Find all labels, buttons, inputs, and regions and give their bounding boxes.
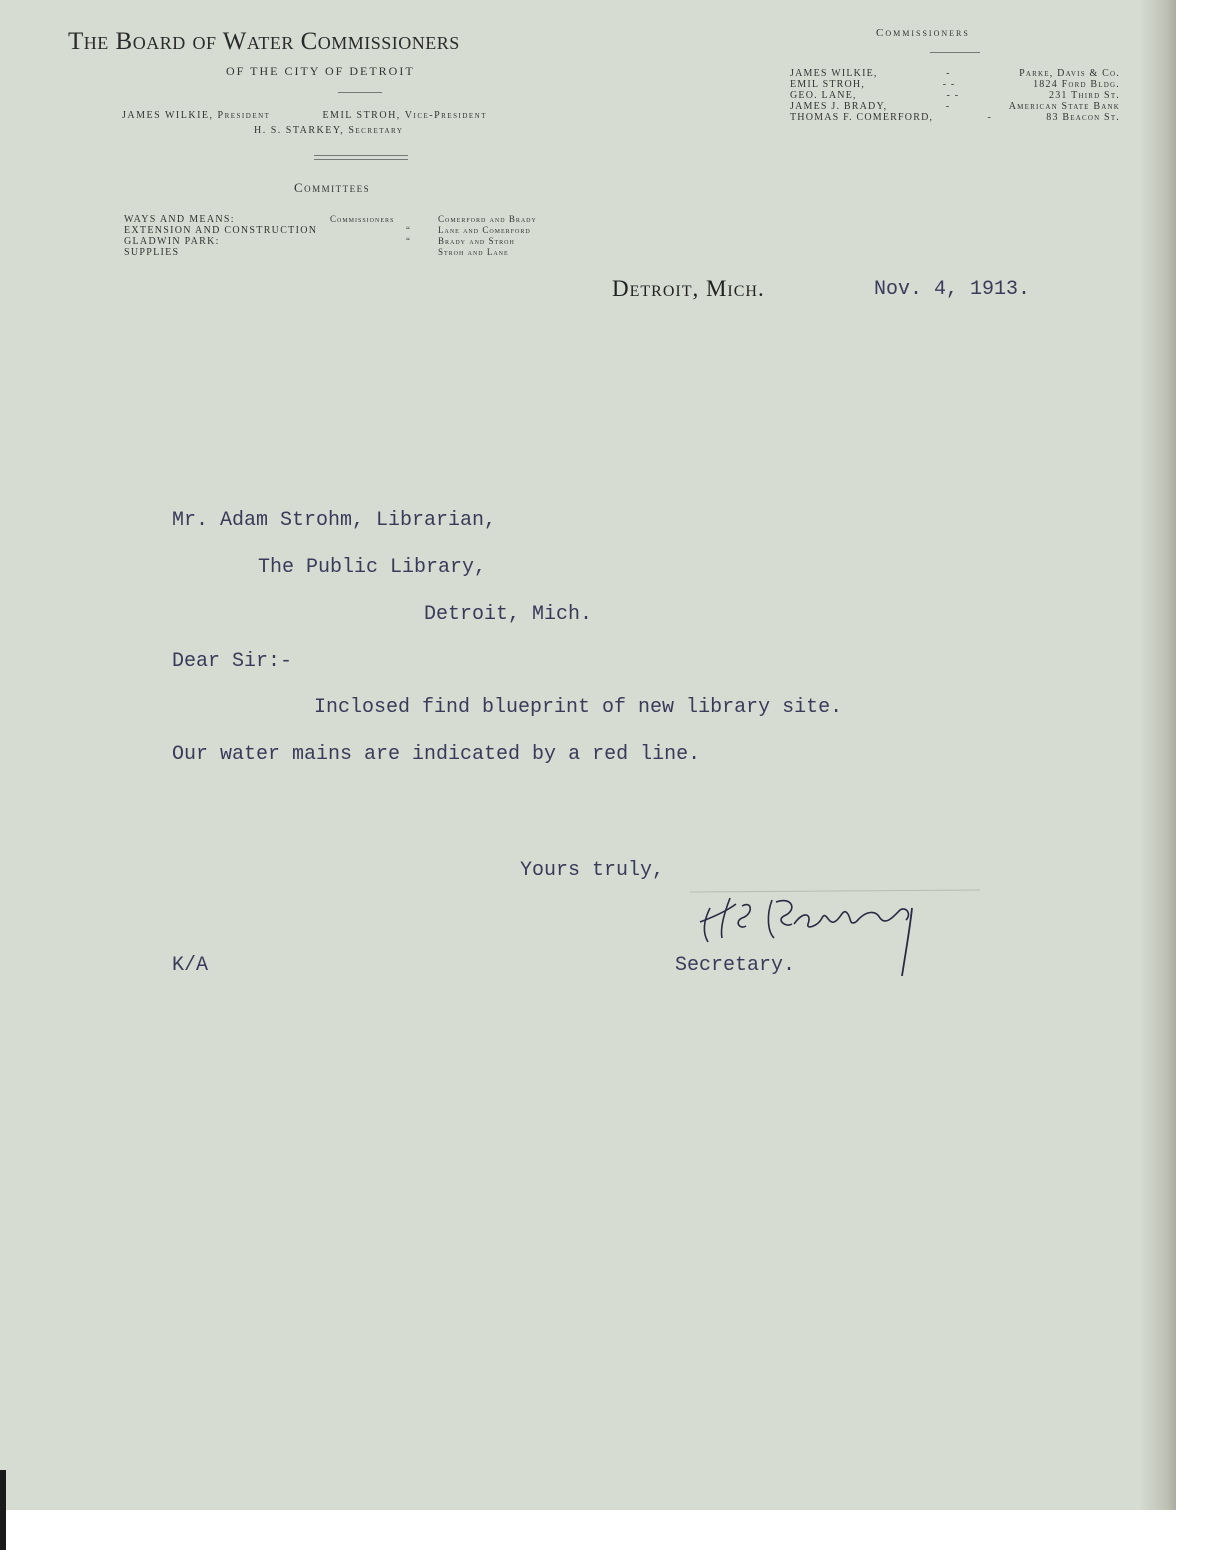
committee-name: GLADWIN PARK: <box>124 236 220 247</box>
commissioner-row <box>790 101 1120 112</box>
committee-label: “ <box>406 225 411 235</box>
committee-member-pair: Lane and Comerford <box>438 225 531 235</box>
commissioner-row <box>790 112 1120 123</box>
commissioner-name: EMIL STROH, <box>790 79 866 90</box>
commissioner-dash: - <box>946 68 951 79</box>
commissioner-dash: - <box>945 101 951 112</box>
body-line: Inclosed find blueprint of new library site. <box>314 696 843 719</box>
secretary-name: H. S. STARKEY, <box>254 125 345 136</box>
letter-date: Nov. 4, 1913. <box>874 278 1031 301</box>
page-edge-shadow <box>1140 0 1176 1510</box>
secretary-role: Secretary <box>348 125 404 136</box>
commissioner-name: GEO. LANE, <box>790 90 857 101</box>
president-role: President <box>217 110 271 121</box>
committee-member-pair: Brady and Stroh <box>438 236 515 246</box>
committee-members <box>438 214 537 258</box>
commissioner-dash: - - <box>942 79 956 90</box>
committee-labels <box>330 214 411 247</box>
commissioner-row <box>790 90 1120 101</box>
commissioner-address: Parke, Davis & Co. <box>1019 68 1120 79</box>
divider <box>314 155 408 156</box>
reference-initials: K/A <box>172 954 209 977</box>
commissioner-name: JAMES WILKIE, <box>790 68 878 79</box>
committee-names <box>124 214 317 258</box>
body-line: Our water mains are indicated by a red line. <box>172 743 701 766</box>
committee-member-pair: Comerford and Brady <box>438 214 537 224</box>
recipient-name: Mr. Adam Strohm, Librarian, <box>172 509 497 532</box>
commissioner-address: 1824 Ford Bldg. <box>1033 79 1120 90</box>
letterhead-place: Detroit, Mich. <box>612 276 765 301</box>
commissioner-address: 231 Third St. <box>1049 90 1120 101</box>
commissioner-name: THOMAS F. COMERFORD, <box>790 112 934 123</box>
commissioner-dash: - - <box>946 90 960 101</box>
commissioner-row <box>790 68 1120 79</box>
committee-name: SUPPLIES <box>124 247 180 258</box>
officers-line-1 <box>122 110 487 121</box>
commissioner-address: American State Bank <box>1008 101 1120 112</box>
commissioner-address: 83 Beacon St. <box>1046 112 1120 123</box>
committee-label: “ <box>406 236 411 246</box>
signature-title: Secretary. <box>675 954 796 977</box>
commissioners-list <box>790 68 1120 123</box>
committee-member-pair: Stroh and Lane <box>438 247 509 257</box>
recipient-city: Detroit, Mich. <box>424 603 593 626</box>
president-name: JAMES WILKIE, <box>122 110 214 121</box>
committee-label: Commissioners <box>330 214 395 224</box>
letterhead-subtitle: OF THE CITY OF DETROIT <box>226 64 415 78</box>
closing: Yours truly, <box>520 859 665 882</box>
divider <box>314 159 408 160</box>
committee-name: EXTENSION AND CONSTRUCTION <box>124 225 318 236</box>
salutation: Dear Sir:- <box>172 650 293 673</box>
divider <box>930 52 980 53</box>
recipient-organization: The Public Library, <box>258 556 487 579</box>
commissioner-row <box>790 79 1120 90</box>
vice-president-name: EMIL STROH, <box>322 110 401 121</box>
letterhead-title: The Board of Water Commissioners <box>68 28 460 55</box>
commissioner-name: JAMES J. BRADY, <box>790 101 888 112</box>
commissioners-heading: Commissioners <box>876 27 970 39</box>
officers-line-2 <box>254 125 403 136</box>
divider <box>338 92 382 93</box>
committees-heading: Committees <box>294 180 371 195</box>
vice-president-role: Vice-President <box>404 110 488 121</box>
scan-edge <box>0 1470 6 1550</box>
commissioner-dash: - <box>987 112 993 123</box>
committee-name: WAYS AND MEANS: <box>124 214 235 225</box>
